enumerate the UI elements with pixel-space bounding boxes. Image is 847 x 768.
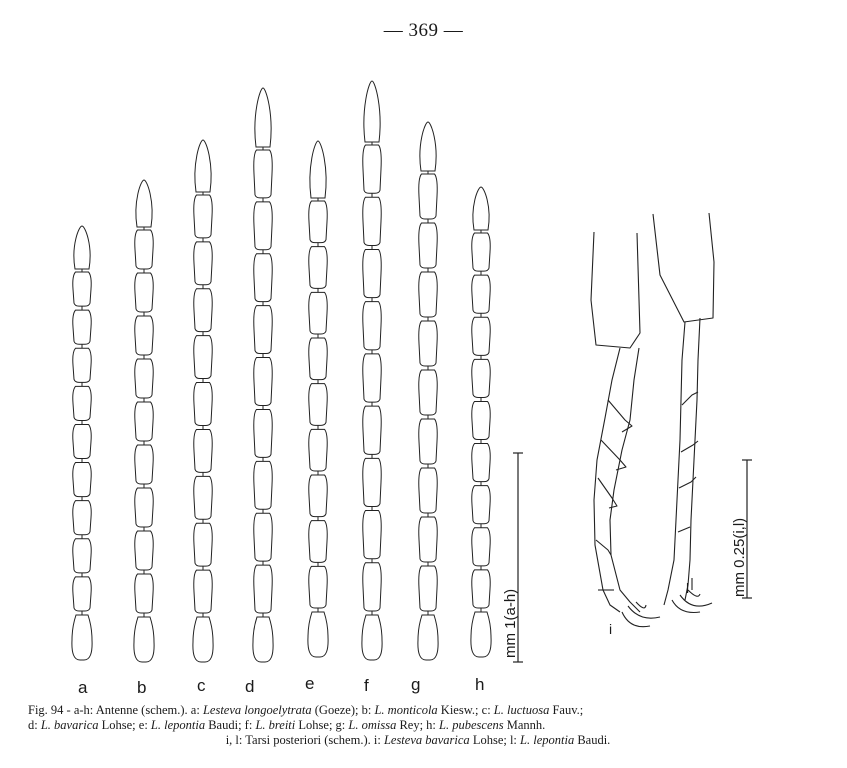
antenna-segment	[135, 574, 153, 613]
antenna-b	[134, 180, 154, 662]
antenna-segment	[419, 272, 437, 317]
antenna-segment	[73, 272, 91, 306]
antenna-apical-segment	[473, 187, 489, 230]
antenna-segment	[309, 429, 327, 471]
caption-text: Fauv.;	[549, 703, 584, 717]
antenna-segment	[363, 302, 381, 350]
caption-species-name: L. breiti	[255, 718, 296, 732]
antenna-segment	[254, 254, 272, 302]
antenna-segment	[472, 528, 490, 566]
antenna-segment	[419, 223, 437, 268]
antenna-basal-segment	[362, 615, 382, 660]
antenna-segment	[309, 384, 327, 426]
antenna-basal-segment	[253, 617, 273, 662]
antennae-drawings	[72, 81, 491, 662]
antenna-apical-segment	[364, 81, 380, 142]
antenna-segment	[472, 317, 490, 355]
antenna-segment	[73, 348, 91, 382]
antenna-segment	[363, 406, 381, 454]
scale-label-antennae: mm 1(a-h)	[502, 588, 519, 658]
antenna-segment	[254, 358, 272, 406]
antenna-h	[471, 187, 491, 657]
antenna-segment	[194, 570, 212, 613]
antenna-segment	[254, 202, 272, 250]
tarsus-label-l: l	[686, 580, 690, 596]
antenna-segment	[472, 444, 490, 482]
antenna-segment	[135, 316, 153, 355]
caption-species-name: L. pubescens	[439, 718, 504, 732]
antenna-segment	[419, 174, 437, 219]
antenna-label-d: d	[245, 677, 255, 696]
antenna-a	[72, 226, 92, 660]
caption-species-name: Lesteva longoelytrata	[202, 703, 312, 717]
antenna-segment	[73, 463, 91, 497]
page-number: — 369 —	[383, 20, 464, 41]
antenna-segment	[135, 488, 153, 527]
antenna-segment	[419, 517, 437, 562]
antenna-segment	[472, 233, 490, 271]
antenna-label-g: g	[411, 675, 421, 694]
antenna-apical-segment	[420, 122, 436, 171]
caption-text: Mannh.	[503, 718, 546, 732]
antenna-apical-segment	[255, 88, 271, 147]
antenna-segment	[135, 230, 153, 269]
antenna-basal-segment	[193, 617, 213, 662]
antenna-segment	[363, 458, 381, 506]
antenna-segment	[309, 566, 327, 608]
antenna-d	[253, 88, 273, 662]
tarsi-drawing	[591, 213, 714, 627]
antenna-segment	[194, 289, 212, 332]
caption-line-2	[28, 718, 808, 733]
caption-text: d:	[28, 718, 41, 732]
antenna-segment	[194, 523, 212, 566]
antenna-segment	[194, 429, 212, 472]
caption-line-1	[28, 703, 808, 718]
antenna-segment	[363, 145, 381, 193]
antenna-label-e: e	[305, 674, 315, 693]
antenna-basal-segment	[72, 615, 92, 660]
antenna-segment	[194, 336, 212, 379]
figure-caption	[28, 703, 808, 748]
antenna-segment	[419, 370, 437, 415]
antenna-segment	[254, 409, 272, 457]
antenna-segment	[363, 197, 381, 245]
caption-species-name: L. lepontia	[150, 718, 206, 732]
antenna-basal-segment	[134, 617, 154, 662]
antenna-segment	[472, 486, 490, 524]
antenna-segment	[419, 321, 437, 366]
antenna-segment	[194, 195, 212, 238]
caption-text: Lohse; e:	[98, 718, 151, 732]
antenna-basal-segment	[308, 612, 328, 657]
antenna-c	[193, 140, 213, 662]
antenna-segment	[309, 292, 327, 334]
antenna-label-h: h	[475, 675, 485, 694]
antenna-segment	[309, 521, 327, 563]
antenna-segment	[194, 476, 212, 519]
antenna-g	[418, 122, 438, 660]
caption-text: Lohse; l:	[469, 733, 521, 747]
antenna-basal-segment	[418, 615, 438, 660]
antenna-segment	[363, 249, 381, 297]
caption-species-name: L. monticola	[374, 703, 438, 717]
antenna-segment	[363, 511, 381, 559]
caption-text: Baudi.	[574, 733, 611, 747]
antenna-segment	[419, 468, 437, 513]
antenna-segment	[472, 275, 490, 313]
antenna-segment	[73, 310, 91, 344]
antenna-segment	[472, 359, 490, 397]
antenna-segment	[135, 402, 153, 441]
antenna-segment	[309, 247, 327, 289]
tarsus-label-i: i	[609, 621, 613, 637]
antenna-segment	[135, 531, 153, 570]
antenna-labels	[78, 674, 484, 697]
caption-text: Fig. 94 - a-h: Antenne (schem.). a:	[28, 703, 203, 717]
caption-species-name: Lesteva bavarica	[383, 733, 470, 747]
caption-text: Kiesw.; c:	[437, 703, 494, 717]
antenna-label-a: a	[78, 678, 88, 697]
caption-species-name: L. omissa	[348, 718, 397, 732]
caption-text: i, l: Tarsi posteriori (schem.). i:	[225, 733, 384, 747]
caption-line-3	[28, 733, 808, 748]
antenna-segment	[135, 273, 153, 312]
caption-species-name: L. lepontia	[520, 733, 575, 747]
antenna-segment	[73, 501, 91, 535]
caption-text: Lohse; g:	[295, 718, 349, 732]
antenna-segment	[254, 565, 272, 613]
antenna-segment	[254, 150, 272, 198]
antenna-segment	[73, 386, 91, 420]
antenna-segment	[419, 566, 437, 611]
antenna-segment	[472, 401, 490, 439]
antenna-segment	[135, 359, 153, 398]
antenna-segment	[309, 475, 327, 517]
antenna-apical-segment	[310, 141, 326, 198]
antenna-segment	[135, 445, 153, 484]
antenna-segment	[363, 354, 381, 402]
antenna-segment	[73, 539, 91, 573]
antenna-segment	[309, 338, 327, 380]
caption-text: Rey; h:	[396, 718, 440, 732]
antenna-segment	[419, 419, 437, 464]
antenna-apical-segment	[136, 180, 152, 227]
antenna-segment	[194, 383, 212, 426]
antenna-segment	[254, 513, 272, 561]
antenna-segment	[254, 306, 272, 354]
antenna-basal-segment	[471, 612, 491, 657]
antenna-apical-segment	[74, 226, 90, 269]
antenna-f	[362, 81, 382, 660]
antenna-e	[308, 141, 328, 657]
caption-species-name: L. bavarica	[40, 718, 99, 732]
antenna-segment	[73, 577, 91, 611]
caption-species-name: L. luctuosa	[493, 703, 550, 717]
antenna-label-f: f	[364, 676, 369, 695]
antenna-segment	[254, 461, 272, 509]
antenna-label-b: b	[137, 678, 147, 697]
caption-text: Baudi; f:	[205, 718, 256, 732]
antenna-segment	[73, 424, 91, 458]
antenna-segment	[309, 201, 327, 243]
antenna-apical-segment	[195, 140, 211, 192]
antenna-label-c: c	[197, 676, 206, 695]
antenna-segment	[194, 242, 212, 285]
scale-label-tarsi: mm 0.25(i,l)	[731, 517, 748, 597]
antenna-segment	[472, 570, 490, 608]
caption-text: (Goeze); b:	[311, 703, 375, 717]
antenna-segment	[363, 563, 381, 611]
